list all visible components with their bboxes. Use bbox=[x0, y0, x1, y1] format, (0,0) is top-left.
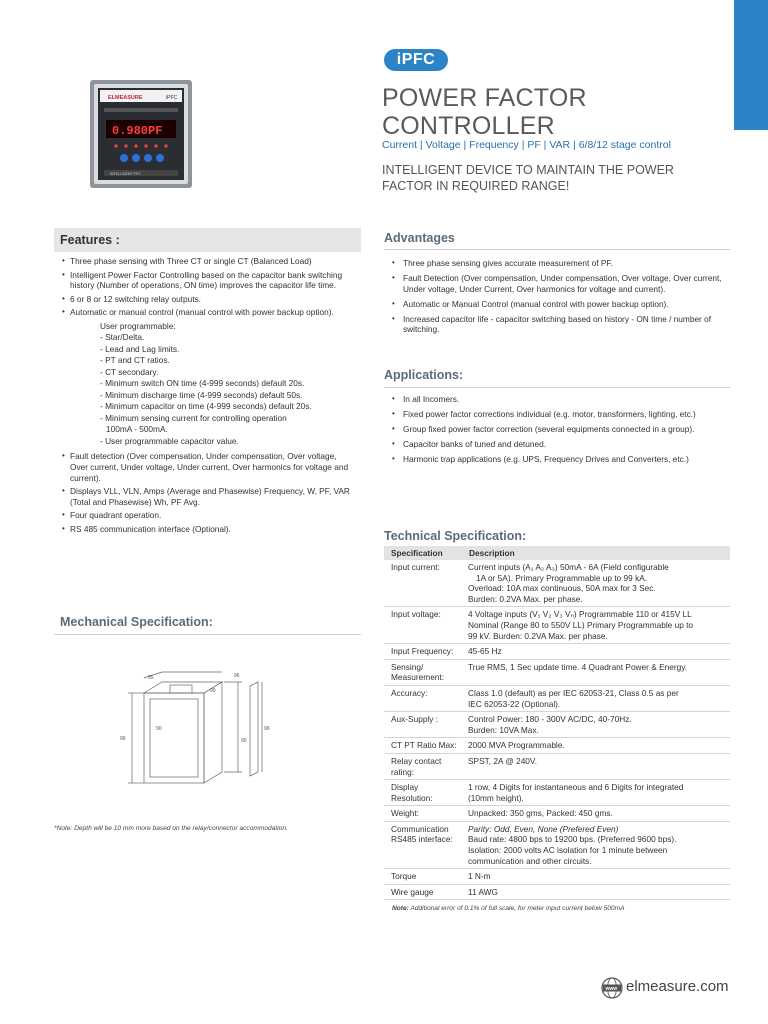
spec-key: Aux-Supply : bbox=[384, 712, 462, 738]
table-row bbox=[384, 644, 730, 660]
page-subtitle: Current | Voltage | Frequency | PF | VAR | 6/8/12 stage control bbox=[382, 139, 671, 151]
spec-value bbox=[462, 869, 730, 885]
spec-key: Display Resolution: bbox=[384, 780, 462, 806]
title-line-2: CONTROLLER bbox=[382, 112, 555, 140]
table-row bbox=[384, 607, 730, 644]
dim-label: 90 bbox=[156, 726, 162, 732]
spec-key: Accuracy: bbox=[384, 685, 462, 711]
programmable-item: - CT secondary. bbox=[100, 366, 159, 377]
spec-value bbox=[462, 753, 730, 779]
spec-key: Relay contact rating: bbox=[384, 753, 462, 779]
list-item: • Group fixed power factor correction (several equipments connected in a group). bbox=[392, 424, 712, 435]
spec-value bbox=[462, 685, 730, 711]
spec-key: Input current: bbox=[384, 560, 462, 607]
table-row bbox=[384, 685, 730, 711]
spec-line: True RMS, 1 Sec update time. 4 Quadrant Power & Energy. bbox=[468, 661, 688, 672]
corner-accent-bar bbox=[734, 0, 768, 130]
programmable-item: - Minimum discharge time (4-999 seconds) default 50s. bbox=[100, 389, 303, 400]
table-row bbox=[384, 712, 730, 738]
desc-col-header: Description bbox=[462, 546, 730, 560]
list-item: • Automatic or manual control (manual control with power backup option). bbox=[62, 307, 354, 318]
list-item: • 6 or 8 or 12 switching relay outputs. bbox=[62, 294, 354, 305]
list-item: • Increased capacitor life - capacitor switching based on history - ON time / number of switching. bbox=[392, 314, 728, 335]
applications-list bbox=[392, 394, 712, 469]
device-model: iPFC bbox=[166, 95, 178, 101]
dim-label: 96 bbox=[264, 726, 270, 732]
dim-label: 96 bbox=[120, 736, 126, 742]
dim-label: 55 bbox=[148, 675, 154, 681]
spec-value bbox=[462, 738, 730, 754]
programmable-item: - Minimum capacitor on time (4-999 seconds) default 20s. bbox=[100, 401, 312, 412]
spec-value bbox=[462, 821, 730, 868]
list-item: • RS 485 communication interface (Optional). bbox=[62, 524, 354, 535]
programmable-item: - Minimum sensing current for controlling operation bbox=[100, 412, 287, 423]
spec-line: Current inputs (A₁ A₂ A₃) 50mA - 6A (Field configurable bbox=[468, 562, 669, 572]
spec-line: Class 1.0 (default) as per IEC 62053-21, Class 0.5 as per bbox=[468, 687, 679, 698]
advantages-divider bbox=[384, 249, 730, 250]
spec-line: communication and other circuits. bbox=[468, 855, 592, 866]
spec-line: 1 row, 4 Digits for instantaneous and 6 Digits for integrated bbox=[468, 782, 684, 793]
spec-line: Burden: 10VA Max. bbox=[468, 724, 539, 735]
spec-value bbox=[462, 644, 730, 660]
table-row bbox=[384, 753, 730, 779]
programmable-item: - User programmable capacitor value. bbox=[100, 435, 239, 446]
programmable-item: - Lead and Lag limits. bbox=[100, 343, 180, 354]
spec-table bbox=[384, 546, 730, 900]
table-row bbox=[384, 738, 730, 754]
mechanical-note: *Note: Depth will be 10 mm more based on the relay/connector accommodation. bbox=[54, 825, 288, 832]
list-item: • Fault Detection (Over compensation, Under compensation, Over voltage, Over current, Under voltage, Under Current, Over harmonics for voltage and current). bbox=[392, 273, 728, 294]
dim-label: 90 bbox=[210, 688, 216, 694]
spec-value bbox=[462, 560, 730, 607]
advantages-heading: Advantages bbox=[384, 231, 455, 245]
table-row bbox=[384, 884, 730, 900]
table-row bbox=[384, 780, 730, 806]
device-brand: ELMEASURE bbox=[108, 95, 143, 101]
spec-value bbox=[462, 806, 730, 822]
spec-footnote bbox=[392, 905, 624, 912]
table-row bbox=[384, 821, 730, 868]
device-image bbox=[88, 78, 194, 190]
spec-line: Unpacked: 350 gms, Packed: 450 gms. bbox=[468, 808, 613, 819]
tagline: INTELLIGENT DEVICE TO MAINTAIN THE POWER FACTOR IN REQUIRED RANGE! bbox=[382, 163, 674, 193]
list-item: • Capacitor banks of tuned and detuned. bbox=[392, 439, 712, 450]
applications-divider bbox=[384, 387, 730, 388]
spec-line: 2000 MVA Programmable. bbox=[468, 740, 565, 751]
list-item: • In all Incomers. bbox=[392, 394, 712, 405]
page-title bbox=[382, 84, 587, 140]
table-header-row bbox=[384, 546, 730, 560]
logo-www: www bbox=[605, 986, 618, 992]
spec-line: Burden: 0.2VA Max. per phase. bbox=[468, 593, 583, 604]
spec-key: Wire gauge bbox=[384, 884, 462, 900]
spec-key: Sensing/ Measurement: bbox=[384, 659, 462, 685]
product-badge: iPFC bbox=[384, 49, 448, 71]
spec-line: Control Power: 180 - 300V AC/DC, 40-70Hz. bbox=[468, 714, 632, 725]
spec-value bbox=[462, 712, 730, 738]
list-item: • Three phase sensing with Three CT or single CT (Balanced Load) bbox=[62, 256, 354, 267]
mechanical-drawing bbox=[110, 668, 290, 788]
spec-key: Input voltage: bbox=[384, 607, 462, 644]
spec-key: Torque bbox=[384, 869, 462, 885]
table-row bbox=[384, 806, 730, 822]
list-item: • Fault detection (Over compensation, Under compensation, Over voltage, Over current, Under voltage, Under current, Over harmonics for voltage and current). bbox=[62, 451, 354, 483]
spec-value bbox=[462, 607, 730, 644]
features-heading: Features : bbox=[54, 228, 361, 252]
website-link[interactable]: elmeasure.com bbox=[626, 978, 729, 995]
spec-line: Overload: 10A max continuous, 50A max for 3 Sec. bbox=[468, 583, 656, 594]
spec-line: SPST, 2A @ 240V. bbox=[468, 755, 538, 766]
programmable-item: - Minimum switch ON time (4-999 seconds) default 20s. bbox=[100, 378, 305, 389]
spec-line: IEC 62053-22 (Optional). bbox=[468, 698, 561, 709]
spec-line: Baud rate: 4800 bps to 19200 bps. (Preferred 9600 bps). bbox=[468, 834, 677, 845]
spec-line: 1 N-m bbox=[468, 871, 491, 882]
spec-key: CT PT Ratio Max: bbox=[384, 738, 462, 754]
device-display: 0.980PF bbox=[112, 124, 163, 138]
spec-line: 4 Voltage inputs (V₁ V₂ V₃ Vₙ) Programmable 110 or 415V LL bbox=[468, 609, 692, 620]
list-item: • Harmonic trap applications (e.g. UPS, Frequency Drives and Converters, etc.) bbox=[392, 454, 712, 465]
programmable-item: - PT and CT ratios. bbox=[100, 355, 170, 366]
spec-value bbox=[462, 780, 730, 806]
list-item: • Automatic or Manual Control (manual control with power backup option). bbox=[392, 299, 728, 310]
spec-line: 45-65 Hz bbox=[468, 646, 502, 657]
spec-value bbox=[462, 659, 730, 685]
spec-line: 99 kV. Burden: 0.2VA Max. per phase. bbox=[468, 630, 608, 641]
spec-line: (10mm height). bbox=[468, 792, 524, 803]
list-item: • Fixed power factor corrections individual (e.g. motor, transformers, lighting, etc.) bbox=[392, 409, 712, 420]
spec-key: Weight: bbox=[384, 806, 462, 822]
programmable-options bbox=[62, 321, 354, 448]
spec-key: Input Frequency: bbox=[384, 644, 462, 660]
features-list bbox=[62, 256, 354, 538]
table-row bbox=[384, 659, 730, 685]
spec-key: Communication RS485 interface: bbox=[384, 821, 462, 868]
title-line-1: POWER FACTOR bbox=[382, 84, 587, 112]
spec-line: Parity: Odd, Even, None (Prefered Even) bbox=[468, 823, 619, 834]
note-label: Note: bbox=[392, 905, 409, 912]
list-item: • Three phase sensing gives accurate measurement of PF. bbox=[392, 258, 728, 269]
list-item: • Displays VLL, VLN, Amps (Average and Phasewise) Frequency, W, PF, VAR (Total and Phasewise) Wh, PF Avg. bbox=[62, 486, 354, 507]
table-row bbox=[384, 869, 730, 885]
advantages-list bbox=[392, 258, 728, 340]
device-label: INTELLIGENT PFC bbox=[110, 172, 141, 176]
list-item: • Four quadrant operation. bbox=[62, 510, 354, 521]
programmable-item: 100mA - 500mA. bbox=[106, 424, 168, 435]
spec-line: 11 AWG bbox=[468, 886, 498, 897]
programmable-item: User programmable: bbox=[100, 320, 176, 331]
spec-line: Nominal (Range 80 to 550V LL) Primary Programmable up to bbox=[468, 619, 694, 630]
mechanical-heading: Mechanical Specification: bbox=[60, 615, 213, 629]
spec-col-header: Specification bbox=[384, 546, 462, 560]
technical-heading: Technical Specification: bbox=[384, 529, 527, 543]
list-item: • Intelligent Power Factor Controlling based on the capacitor bank switching history (Number of operations, ON time) improves the capacitor life time. bbox=[62, 270, 354, 291]
spec-line: 1A or 5A). Primary Programmable up to 99 kA. bbox=[476, 572, 648, 583]
table-row bbox=[384, 560, 730, 607]
mechanical-divider bbox=[54, 634, 361, 635]
note-text: Additional error of 0.1% of full scale, for meter input current below 500mA bbox=[408, 905, 625, 912]
spec-line: Isolation: 2000 volts AC isolation for 1 minute between bbox=[468, 845, 668, 856]
programmable-item: - Star/Delta. bbox=[100, 332, 145, 343]
applications-heading: Applications: bbox=[384, 368, 464, 382]
dim-label: 96 bbox=[234, 673, 240, 679]
dim-label: 90 bbox=[241, 738, 247, 744]
spec-value bbox=[462, 884, 730, 900]
